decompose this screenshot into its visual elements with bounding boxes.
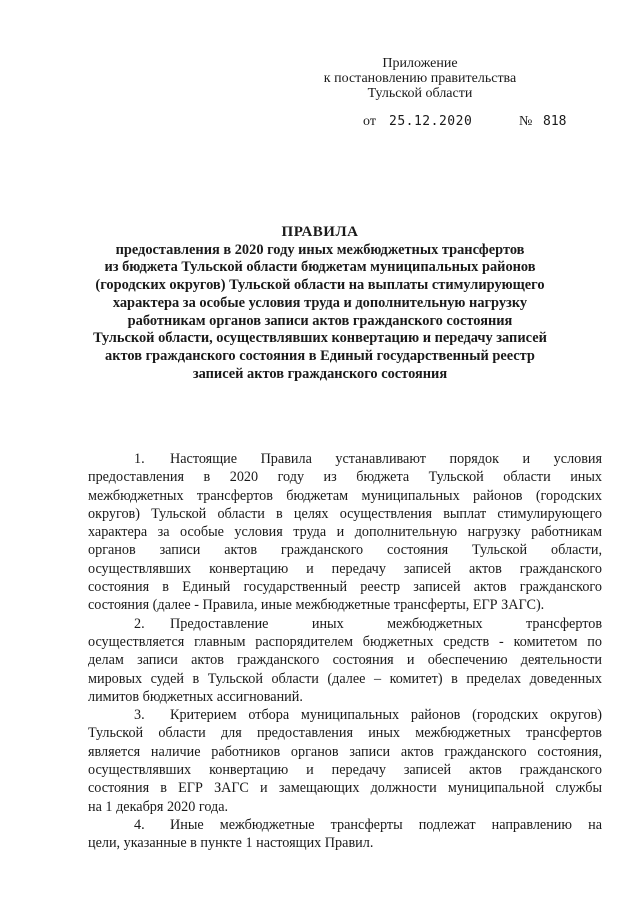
paragraph-line: является наличие работников органов записи актов гражданского состояния,	[88, 743, 602, 760]
title-line: из бюджета Тульской области бюджетам муниципальных районов	[104, 259, 536, 276]
paragraph-number: 2.	[134, 615, 145, 632]
paragraph-line: делам записи актов гражданского состояния и обеспечению деятельности	[88, 652, 602, 669]
paragraph-3	[88, 706, 602, 816]
paragraph-line: цели, указанные в пункте 1 настоящих Правил.	[88, 835, 374, 852]
paragraph-number: 3.	[134, 707, 145, 724]
document-number: 818	[543, 114, 567, 129]
paragraph-1	[88, 450, 602, 615]
paragraph-line: состояния (далее - Правила, иные межбюджетные трансферты, ЕГР ЗАГС).	[88, 597, 545, 614]
title-line: предоставления в 2020 году иных межбюджетных трансфертов	[115, 241, 525, 258]
title-line: (городских округов) Тульской области на выплаты стимулирующего	[95, 277, 545, 294]
annex-line-1: Приложение	[382, 56, 458, 71]
paragraph-line: межбюджетных трансфертов бюджетам муниципальных районов (городских	[88, 487, 602, 504]
paragraph-text: Критерием отбора муниципальных районов (городских округов)	[170, 707, 603, 724]
paragraph-line: осуществлявших конвертацию и передачу записей актов гражданского	[88, 762, 602, 779]
paragraph-line: лимитов бюджетных ассигнований.	[88, 688, 303, 705]
paragraph-line: осуществляется главным распорядителем бюджетных средств - комитетом по	[88, 633, 602, 650]
paragraph-line: органов записи актов гражданского состояния Тульской области,	[88, 542, 602, 559]
paragraph-line: Тульской области для предоставления иных межбюджетных трансфертов	[88, 725, 602, 742]
paragraph-text: Иные межбюджетные трансферты подлежат направлению на	[170, 816, 602, 833]
annex-block	[300, 56, 540, 101]
paragraph-line: состояния в Единый государственный реестр записей актов гражданского	[88, 579, 602, 596]
document-date-line	[363, 114, 593, 130]
paragraph-line: предоставления в 2020 году из бюджета Тульской области иных	[88, 469, 602, 486]
paragraph-2	[88, 615, 602, 706]
paragraph-line: мировых судей в Тульской области (далее – комитет) в пределах доведенных	[88, 670, 602, 687]
paragraph-line	[88, 706, 602, 724]
paragraph-number: 4.	[134, 816, 145, 833]
paragraph-line	[88, 615, 602, 633]
title-line: актов гражданского состояния в Единый государственный реестр	[105, 347, 535, 364]
paragraph-4	[88, 816, 602, 853]
paragraph-line: осуществлявших конвертацию и передачу записей актов гражданского	[88, 560, 602, 577]
paragraph-line: характера за особые условия труда и дополнительную нагрузку работникам	[88, 524, 602, 541]
title-line: работникам органов записи актов гражданского состояния	[127, 312, 513, 329]
number-label: №	[519, 114, 533, 129]
paragraph-line	[88, 816, 602, 834]
paragraph-line: на 1 декабря 2020 года.	[88, 798, 229, 815]
date-prefix: от	[363, 114, 376, 129]
paragraph-line	[88, 450, 602, 468]
paragraph-line: состояния в ЕГР ЗАГС и замещающих должности муниципальной службы	[88, 780, 602, 797]
title-line: Тульской области, осуществлявших конвертацию и передачу записей	[93, 330, 547, 347]
document-title	[0, 224, 640, 383]
document-body	[88, 450, 602, 853]
paragraph-text: Настоящие Правила устанавливают порядок и условия	[170, 451, 603, 467]
document-date: 25.12.2020	[389, 114, 473, 129]
title-line: записей актов гражданского состояния	[192, 365, 448, 382]
paragraph-number: 1.	[134, 451, 145, 467]
annex-line-2: к постановлению правительства	[323, 71, 517, 86]
title-heading: ПРАВИЛА	[281, 224, 359, 240]
title-line: характера за особые условия труда и дополнительную нагрузку	[112, 294, 528, 311]
annex-line-3: Тульской области	[367, 86, 473, 101]
paragraph-text: Предоставление иных межбюджетных трансфертов	[170, 615, 603, 632]
paragraph-line: округов) Тульской области в целях осуществления выплат стимулирующего	[88, 505, 602, 522]
